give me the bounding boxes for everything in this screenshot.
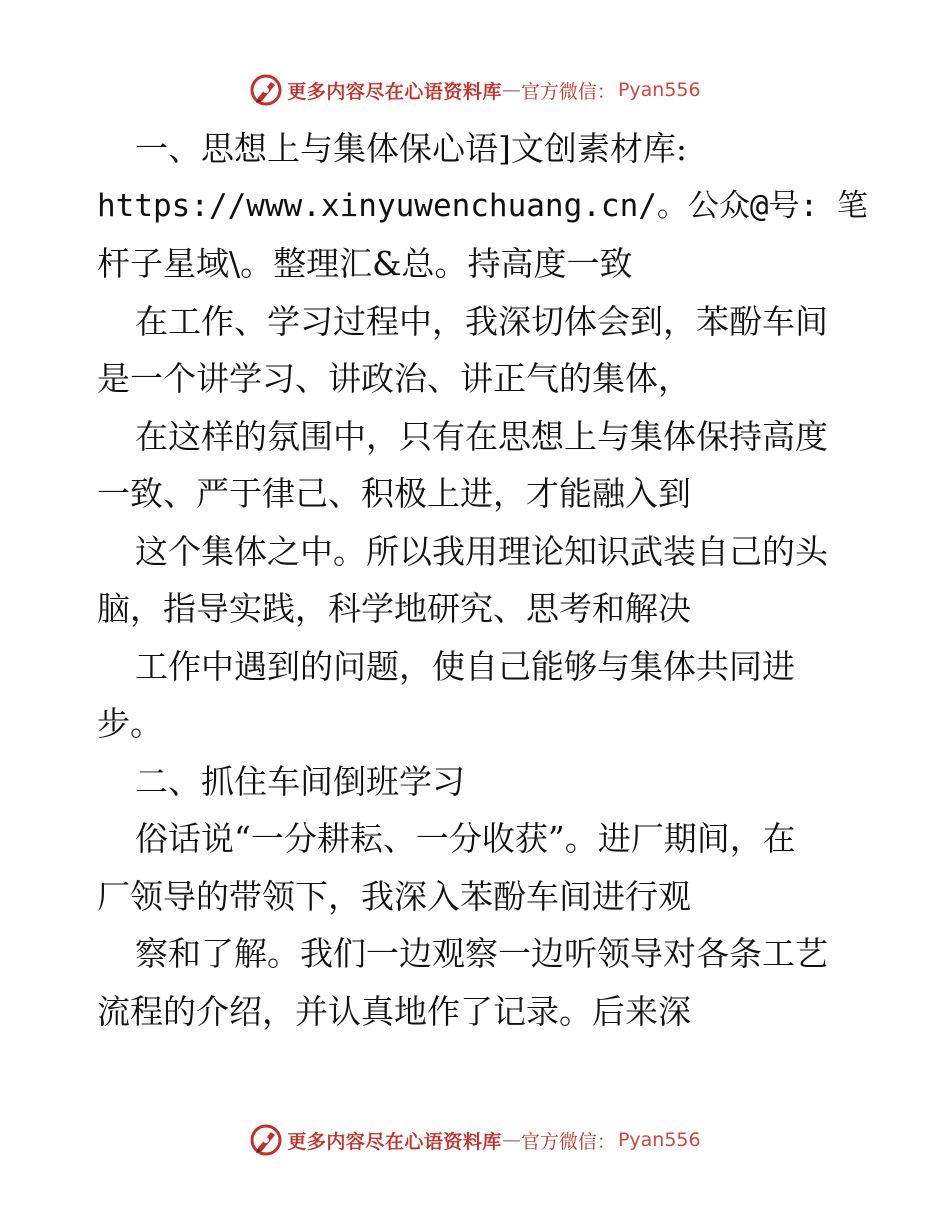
banner-main-text: 更多内容尽在心语资料库 bbox=[287, 80, 502, 103]
circular-pen-logo-icon bbox=[249, 73, 283, 107]
text-line-6: 在这样的氛围中，只有在思想上与集体保持高度 bbox=[135, 416, 828, 456]
text-line-3: 杆子星域\。整理汇&总。持高度一致 bbox=[97, 244, 633, 283]
banner-main-text: 更多内容尽在心语资料库 bbox=[287, 1130, 502, 1153]
text-line-14: 厂领导的带领下，我深入苯酚车间进行观 bbox=[97, 876, 691, 916]
header-watermark-banner bbox=[0, 70, 950, 110]
circular-pen-logo-icon bbox=[249, 1123, 283, 1157]
text-line-15: 察和了解。我们一边观察一边听领导对各条工艺 bbox=[135, 934, 828, 973]
document-body bbox=[97, 120, 867, 1040]
text-line-12: 二、抓住车间倒班学习 bbox=[135, 761, 465, 801]
text-line-1: 一、思想上与集体保心语]文创素材库: bbox=[135, 129, 687, 168]
banner-sub-text: 官方微信： bbox=[520, 80, 616, 103]
text-line-7: 一致、严于律己、积极上进，才能融入到 bbox=[97, 474, 691, 513]
text-line-5: 是一个讲学习、讲政治、讲正气的集体， bbox=[97, 359, 691, 398]
text-line-4: 在工作、学习过程中，我深切体会到，苯酚车间 bbox=[135, 301, 828, 341]
text-line-11: 步。 bbox=[97, 704, 163, 743]
footer-watermark-banner bbox=[0, 1120, 950, 1160]
text-line-8: 这个集体之中。所以我用理论知识武装自己的头 bbox=[135, 531, 828, 571]
banner-wechat-id: Pyan556 bbox=[617, 79, 701, 101]
banner-separator: — bbox=[501, 1129, 521, 1151]
text-line-13: 俗话说“一分耕耘、一分收获”。进厂期间，在 bbox=[135, 819, 796, 858]
text-line-2: https://www.xinyuwenchuang.cn/。公众@号: 笔 bbox=[97, 187, 868, 224]
text-line-9: 脑，指导实践，科学地研究、思考和解决 bbox=[97, 589, 691, 628]
banner-wechat-id: Pyan556 bbox=[617, 1129, 701, 1151]
text-line-10: 工作中遇到的问题，使自己能够与集体共同进 bbox=[135, 646, 795, 686]
banner-separator: — bbox=[501, 79, 521, 101]
text-line-16: 流程的介绍，并认真地作了记录。后来深 bbox=[97, 991, 691, 1031]
banner-sub-text: 官方微信： bbox=[520, 1130, 616, 1153]
